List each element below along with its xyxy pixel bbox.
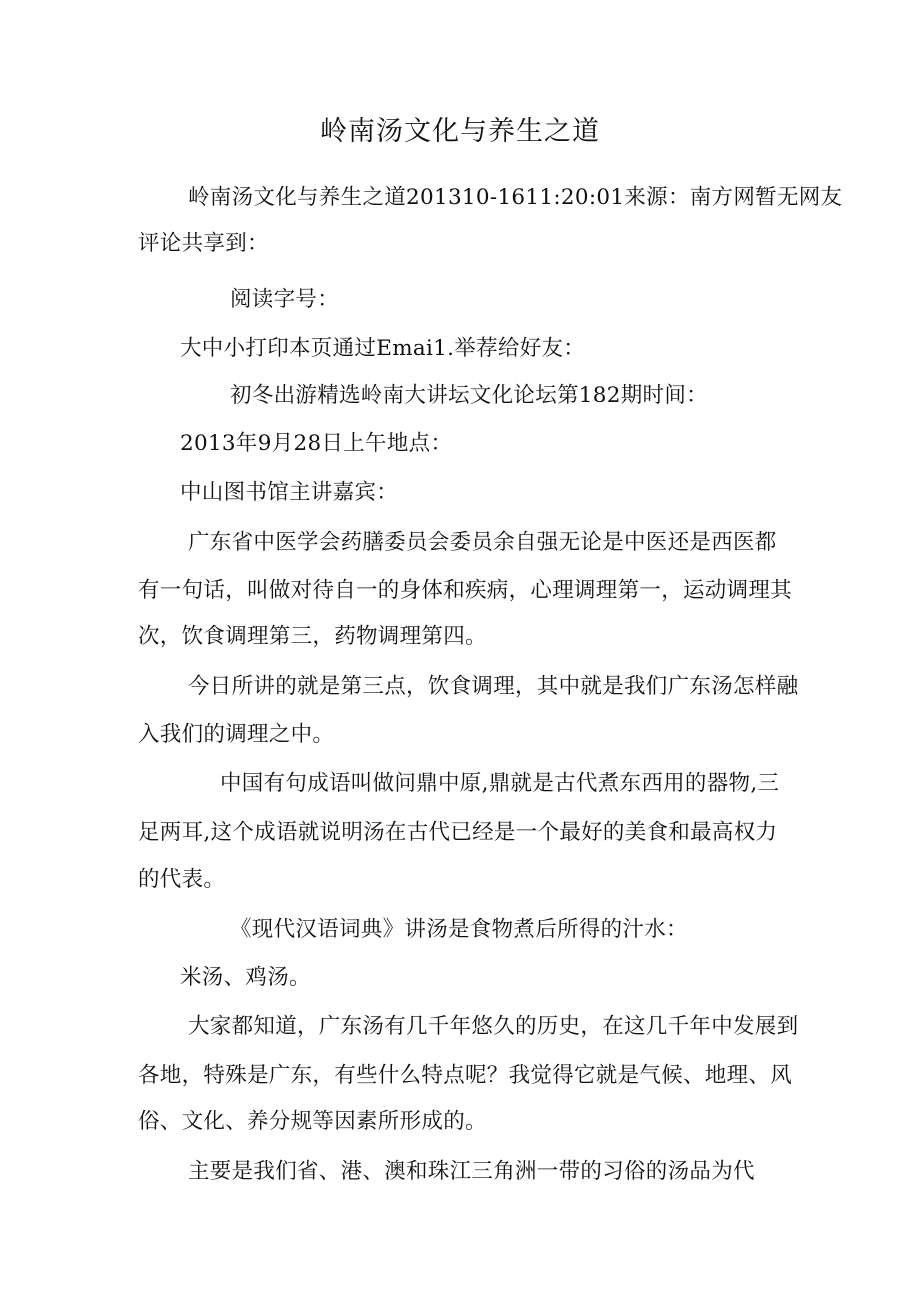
event-line: 初冬出游精选岭南大讲坛文化论坛第182期时间：	[230, 383, 708, 408]
paragraph-line: 的代表。	[138, 867, 226, 892]
date-line: 2013年9月28日上午地点：	[180, 431, 453, 456]
paragraph-line: 中国有句成语叫做问鼎中原,鼎就是古代煮东西用的器物,三	[220, 771, 780, 796]
paragraph-line: 有一句话，叫做对待自一的身体和疾病，心理调理第一，运动调理其	[138, 578, 793, 603]
paragraph-line: 入我们的调理之中。	[138, 722, 335, 747]
paragraph-line: 广东省中医学会药膳委员会委员余自强无论是中医还是西医都	[188, 530, 777, 555]
paragraph-line: 次，饮食调理第三，药物调理第四。	[138, 624, 487, 649]
font-size-label: 阅读字号：	[230, 287, 340, 312]
header-line-share: 评论共享到：	[138, 231, 269, 256]
paragraph-line: 今日所讲的就是第三点，饮食调理，其中就是我们广东汤怎样融	[188, 674, 799, 699]
document-title: 岭南汤文化与养生之道	[320, 116, 600, 147]
paragraph-line: 《现代汉语词典》讲汤是食物煮后所得的汁水：	[230, 917, 688, 942]
paragraph-line: 俗、文化、养分规等因素所形成的。	[138, 1109, 487, 1134]
header-line-source: 岭南汤文化与养生之道201310-1611:20:01来源：南方网暂无网友	[188, 185, 843, 210]
paragraph-line: 足两耳,这个成语就说明汤在古代已经是一个最好的美食和最高权力	[138, 820, 778, 845]
venue-line: 中山图书馆主讲嘉宾：	[180, 480, 399, 505]
paragraph-line: 主要是我们省、港、澳和珠江三角洲一带的习俗的汤品为代	[188, 1159, 755, 1184]
print-share-line: 大中小打印本页通过Emai1.举荐给好友：	[180, 336, 586, 361]
paragraph-line: 大家都知道，广东汤有几千年悠久的历史，在这几千年中发展到	[188, 1014, 799, 1039]
paragraph-line: 米汤、鸡汤。	[180, 965, 311, 990]
paragraph-line: 各地，特殊是广东，有些什么特点呢？我觉得它就是气候、地理、风	[138, 1063, 793, 1088]
